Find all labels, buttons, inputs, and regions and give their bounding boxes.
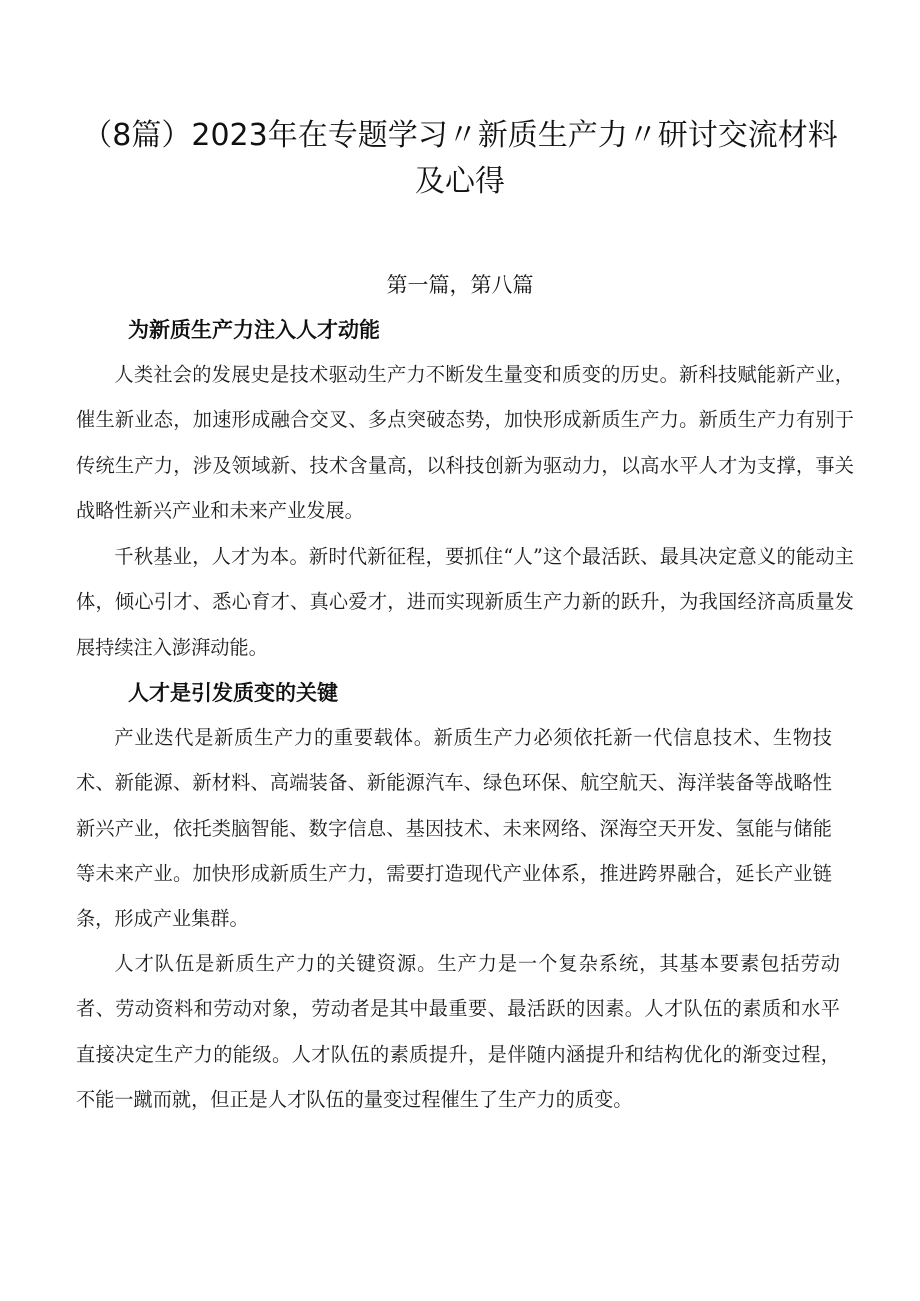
document-subtitle: 第一篇，第八篇 bbox=[386, 273, 534, 297]
section-1-paragraph-1: 人类社会的发展史是技术驱动生产力不断发生量变和质变的历史。新科技赋能新产业，催生新业态，加速形成融合交叉、多点突破态势，加快形成新质生产力。新质生产力有别于传统生产力，涉及领域新、技术含量高，以科技创新为驱动力，以高水平人才为支撑，事关战略性新兴产业和未来产业发展。 bbox=[76, 363, 854, 522]
section-1-paragraph-2: 千秋基业，人才为本。新时代新征程，要抓住“人”这个最活跃、最具决定意义的能动主体，倾心引才、悉心育才、真心爱才，进而实现新质生产力新的跃升，为我国经济高质量发展持续注入澎湃动能。 bbox=[76, 545, 854, 659]
document-title-line-1: （8篇）2023年在专题学习〃新质生产力〃研讨交流材料 bbox=[82, 118, 838, 153]
section-2-paragraph-1: 产业迭代是新质生产力的重要载体。新质生产力必须依托新一代信息技术、生物技术、新能源、新材料、高端装备、新能源汽车、绿色环保、航空航天、海洋装备等战略性新兴产业，依托类脑智能、数字信息、基因技术、未来网络、深海空天开发、氢能与储能等未来产业。加快形成新质生产力，需要打造现代产业体系，推进跨界融合，延长产业链条，形成产业集群。 bbox=[76, 726, 832, 931]
section-2-paragraph-2: 人才队伍是新质生产力的关键资源。生产力是一个复杂系统，其基本要素包括劳动者、劳动资料和劳动对象，劳动者是其中最重要、最活跃的因素。人才队伍的素质和水平直接决定生产力的能级。人才队伍的素质提升，是伴随内涵提升和结构优化的渐变过程，不能一蹴而就，但正是人才队伍的量变过程催生了生产力的质变。 bbox=[76, 952, 840, 1111]
section-heading-1: 为新质生产力注入人才动能 bbox=[128, 318, 380, 342]
section-heading-2: 人才是引发质变的关键 bbox=[128, 681, 338, 705]
document-title-line-2: 及心得 bbox=[415, 164, 505, 199]
